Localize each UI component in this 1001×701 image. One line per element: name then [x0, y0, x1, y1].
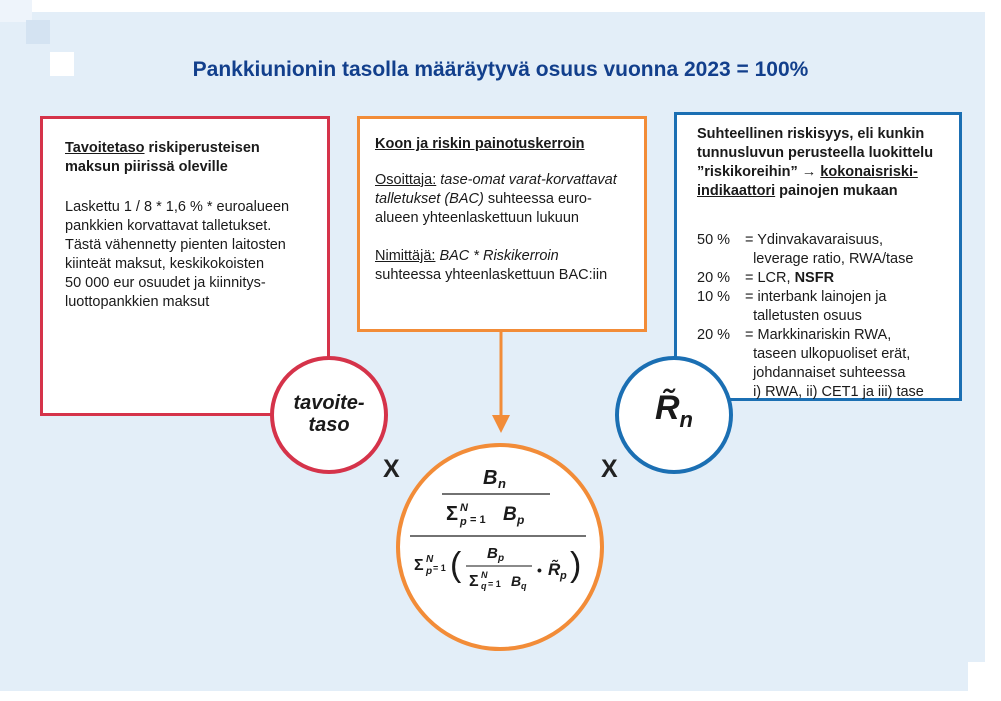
formula-sigma: Σ	[414, 557, 424, 574]
formula-sub: p	[426, 566, 433, 577]
body-line: Laskettu 1 / 8 * 1,6 % * euroalueen	[65, 199, 290, 215]
risk-box	[674, 112, 962, 401]
formula-paren: )	[570, 546, 582, 584]
risk-weight: 20 %	[697, 327, 731, 343]
formula-b: B	[511, 573, 522, 589]
target-level-box	[40, 116, 330, 416]
risk-weight: 10 %	[697, 289, 731, 305]
formula-sub: p	[517, 513, 525, 527]
body-line: pankkien korvattavat talletukset.	[65, 218, 272, 234]
heading-line: ”riskikoreihin” →	[697, 164, 821, 180]
heading-rest: riskiperusteisen	[144, 140, 260, 156]
formula-paren: (	[450, 546, 462, 584]
decor-square	[968, 662, 1001, 692]
multiply-sign: X	[383, 455, 400, 483]
target-level-circle	[270, 356, 388, 474]
body-line: 50 000 eur osuudet ja kiinnitys-	[65, 275, 266, 291]
formula-b: B	[483, 467, 498, 489]
formula-eq: = 1	[488, 579, 501, 589]
risk-desc: = Markkinariskin RWA, taseen ulkopuoliset erät, johdannaiset suhteessa i) RWA, ii) CET1 ja iii) tase	[745, 327, 924, 400]
formula-eq: = 1	[433, 563, 446, 573]
formula-eq: = 1	[470, 514, 486, 526]
formula-sup: N	[460, 502, 468, 514]
page-title: Pankkiunionin tasolla määräytyvä osuus vuonna 2023 = 100%	[192, 58, 809, 81]
heading-underlined: indikaattori	[697, 183, 776, 199]
heading-end: painojen mukaan	[775, 183, 898, 199]
target-level-body	[65, 198, 289, 312]
multiply-sign: X	[601, 455, 618, 483]
denominator-text	[375, 247, 607, 285]
denominator-label: Nimittäjä:	[375, 248, 436, 264]
heading-underlined: Tavoitetaso	[65, 140, 145, 156]
risk-heading	[697, 125, 933, 201]
formula-sub: p	[560, 570, 567, 582]
risk-desc: = interbank lainojen ja talletusten osuus	[745, 289, 887, 324]
numerator-italic: talletukset (BAC)	[375, 191, 484, 207]
formula-sub: p	[460, 516, 467, 528]
formula-sigma: Σ	[469, 573, 479, 590]
formula-circle	[396, 443, 604, 651]
denominator-line2: suhteessa yhteenlaskettuun BAC:iin	[375, 267, 608, 283]
risk-weight: 50 %	[697, 232, 731, 248]
heading-line: tunnusluvun perusteella luokittelu	[697, 145, 934, 161]
body-line: Tästä vähennetty pienten laitosten	[65, 237, 286, 253]
heading-underlined: kokonaisriski-	[820, 164, 918, 180]
down-arrow	[490, 331, 512, 436]
formula	[400, 447, 600, 647]
decor-square	[0, 0, 32, 22]
formula-sup: N	[481, 570, 488, 580]
numerator-line3: alueen yhteenlaskettuun lukuun	[375, 210, 579, 226]
formula-sub: q	[481, 581, 487, 591]
body-line: luottopankkien maksut	[65, 294, 210, 310]
formula-sub: n	[498, 476, 506, 491]
heading-line2: maksun piirissä oleville	[65, 159, 228, 175]
target-level-heading	[65, 139, 260, 177]
risk-indicator-circle	[615, 356, 733, 474]
risk-desc: = Ydinvakavaraisuus, leverage ratio, RWA/tase	[745, 232, 914, 267]
formula-b: B	[487, 545, 498, 562]
risk-desc: = LCR, NSFR	[745, 270, 835, 286]
denominator-italic: BAC * Riskikerroin	[435, 248, 559, 264]
numerator-italic: tase-omat varat-korvattavat	[436, 172, 617, 188]
target-level-label: tavoite- taso	[293, 392, 365, 436]
heading-line: Suhteellinen riskisyys, eli kunkin	[697, 126, 925, 142]
decor-square	[26, 20, 50, 44]
formula-r: R̃	[548, 560, 561, 579]
formula-sigma: Σ	[446, 503, 459, 525]
risk-indicator-symbol: $R̃_n$	[654, 389, 693, 432]
numerator-label: Osoittaja:	[375, 172, 437, 188]
body-line: kiinteät maksut, keskikokoisten	[65, 256, 265, 272]
numerator-rest: suhteessa euro-	[483, 191, 592, 207]
formula-sup: N	[426, 554, 434, 565]
weighting-box	[357, 116, 647, 332]
formula-b: B	[503, 504, 517, 525]
formula-sub: p	[498, 553, 505, 564]
weighting-heading: Koon ja riskin painotuskerroin	[375, 136, 585, 152]
numerator-text	[375, 171, 617, 228]
risk-weight: 20 %	[697, 270, 731, 286]
formula-sub: q	[521, 581, 527, 591]
formula-dot: •	[537, 562, 542, 578]
